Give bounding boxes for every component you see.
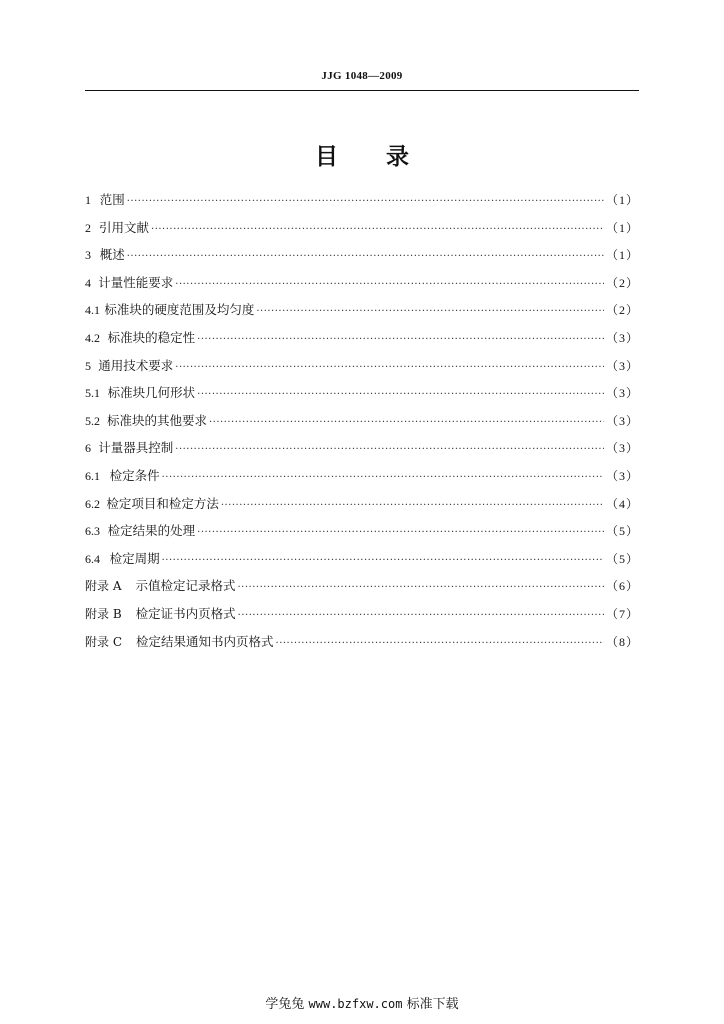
toc-dot-leader xyxy=(127,192,604,212)
toc-dot-leader xyxy=(127,247,604,267)
toc-entry-number: 附录 B xyxy=(85,606,122,621)
toc-dot-leader xyxy=(197,385,604,405)
toc-entry-6-3[interactable] xyxy=(85,521,639,549)
toc-entry-label: 检定结果的处理 xyxy=(107,523,196,539)
toc-entry-appendix-b[interactable] xyxy=(85,604,639,632)
toc-entry-label: 计量器具控制 xyxy=(98,440,174,456)
toc-entry-number: 4.2 xyxy=(85,330,100,345)
footer-suffix: 标准下载 xyxy=(406,997,459,1012)
toc-entry-page: （3） xyxy=(605,441,639,456)
toc-dot-leader xyxy=(221,496,604,516)
toc-entry-appendix-a[interactable] xyxy=(85,576,639,604)
toc-entry-page: （2） xyxy=(605,303,639,318)
toc-dot-leader xyxy=(256,302,604,322)
toc-entry-page: （6） xyxy=(605,579,639,594)
toc-title-char-2: 录 xyxy=(386,144,409,170)
toc-entry-label: 标准块的稳定性 xyxy=(107,329,196,345)
toc-entry-number: 5.1 xyxy=(85,386,100,401)
footer-site-name: 学兔兔 xyxy=(265,997,305,1012)
toc-entry-label: 检定项目和检定方法 xyxy=(106,495,219,511)
toc-entry-number: 6 xyxy=(85,441,91,456)
toc-entry-page: （4） xyxy=(605,496,639,511)
toc-entry-6-1[interactable] xyxy=(85,466,639,494)
toc-entry-page: （1） xyxy=(605,248,639,263)
standard-code-header: JJG 1048—2009 xyxy=(321,70,403,82)
toc-entry-label: 检定条件 xyxy=(109,467,160,483)
toc-entry-page: （1） xyxy=(605,220,639,235)
footer-url-link[interactable]: www.bzfxw.com xyxy=(308,997,403,1011)
toc-dot-leader xyxy=(175,275,604,295)
toc-entry-6-2[interactable] xyxy=(85,494,639,522)
toc-entry-number: 4.1 xyxy=(85,303,100,318)
toc-entry-number: 6.3 xyxy=(85,524,100,539)
toc-entry-number: 6.4 xyxy=(85,551,100,566)
toc-dot-leader xyxy=(175,440,604,460)
toc-entry-page: （2） xyxy=(605,275,639,290)
toc-entry-label: 标准块的其他要求 xyxy=(106,412,207,428)
toc-entry-label: 标准块几何形状 xyxy=(107,385,196,401)
toc-title-char-1: 目 xyxy=(315,144,338,170)
toc-entry-label: 示值检定记录格式 xyxy=(135,578,236,594)
toc-entry-page: （5） xyxy=(605,524,639,539)
toc-entry-number: 附录 C xyxy=(85,634,122,649)
toc-entry-number: 2 xyxy=(85,220,91,235)
toc-dot-leader xyxy=(162,468,604,488)
toc-entry-number: 附录 A xyxy=(85,579,122,594)
toc-entry-4-1[interactable] xyxy=(85,300,639,328)
toc-entry-page: （3） xyxy=(605,413,639,428)
toc-entry-6[interactable] xyxy=(85,438,639,466)
toc-entry-number: 6.1 xyxy=(85,468,100,483)
toc-entry-label: 引用文献 xyxy=(99,219,150,235)
toc-entry-label: 概述 xyxy=(99,247,125,263)
toc-dot-leader xyxy=(276,634,604,654)
toc-entry-1[interactable] xyxy=(85,190,639,218)
toc-list xyxy=(85,190,639,659)
toc-dot-leader xyxy=(151,220,604,240)
toc-entry-number: 5.2 xyxy=(85,413,100,428)
toc-dot-leader xyxy=(175,358,604,378)
toc-dot-leader xyxy=(197,330,604,350)
toc-entry-label: 检定周期 xyxy=(109,550,160,566)
toc-entry-6-4[interactable] xyxy=(85,549,639,577)
toc-entry-5-1[interactable] xyxy=(85,383,639,411)
toc-dot-leader xyxy=(238,606,604,626)
toc-dot-leader xyxy=(197,523,604,543)
toc-entry-page: （3） xyxy=(605,386,639,401)
toc-entry-label: 范围 xyxy=(99,192,125,207)
toc-entry-number: 6.2 xyxy=(85,496,100,511)
toc-entry-label: 计量性能要求 xyxy=(98,274,174,290)
toc-entry-page: （3） xyxy=(605,330,639,345)
toc-entry-page: （8） xyxy=(605,634,639,649)
toc-entry-2[interactable] xyxy=(85,218,639,246)
toc-entry-page: （7） xyxy=(605,606,639,621)
toc-entry-number: 1 xyxy=(85,193,91,207)
toc-entry-5-2[interactable] xyxy=(85,411,639,439)
toc-entry-label: 检定证书内页格式 xyxy=(135,605,236,621)
toc-entry-3[interactable] xyxy=(85,245,639,273)
toc-entry-4-2[interactable] xyxy=(85,328,639,356)
toc-dot-leader xyxy=(209,413,604,433)
toc-entry-page: （3） xyxy=(605,468,639,483)
toc-entry-label: 标准块的硬度范围及均匀度 xyxy=(104,302,255,318)
toc-entry-number: 3 xyxy=(85,248,91,263)
toc-entry-number: 4 xyxy=(85,275,91,290)
toc-dot-leader xyxy=(238,578,604,598)
toc-entry-page: （3） xyxy=(605,358,639,373)
toc-entry-appendix-c[interactable] xyxy=(85,632,639,660)
footer-watermark xyxy=(0,993,724,1012)
toc-entry-label: 通用技术要求 xyxy=(98,357,174,373)
toc-title xyxy=(85,141,639,173)
toc-entry-page: （1） xyxy=(605,193,639,207)
toc-entry-4[interactable] xyxy=(85,273,639,301)
toc-entry-5[interactable] xyxy=(85,356,639,384)
toc-dot-leader xyxy=(162,551,604,571)
header-rule xyxy=(85,90,639,91)
toc-entry-page: （5） xyxy=(605,551,639,566)
toc-entry-label: 检定结果通知书内页格式 xyxy=(136,633,274,649)
toc-entry-number: 5 xyxy=(85,358,91,373)
